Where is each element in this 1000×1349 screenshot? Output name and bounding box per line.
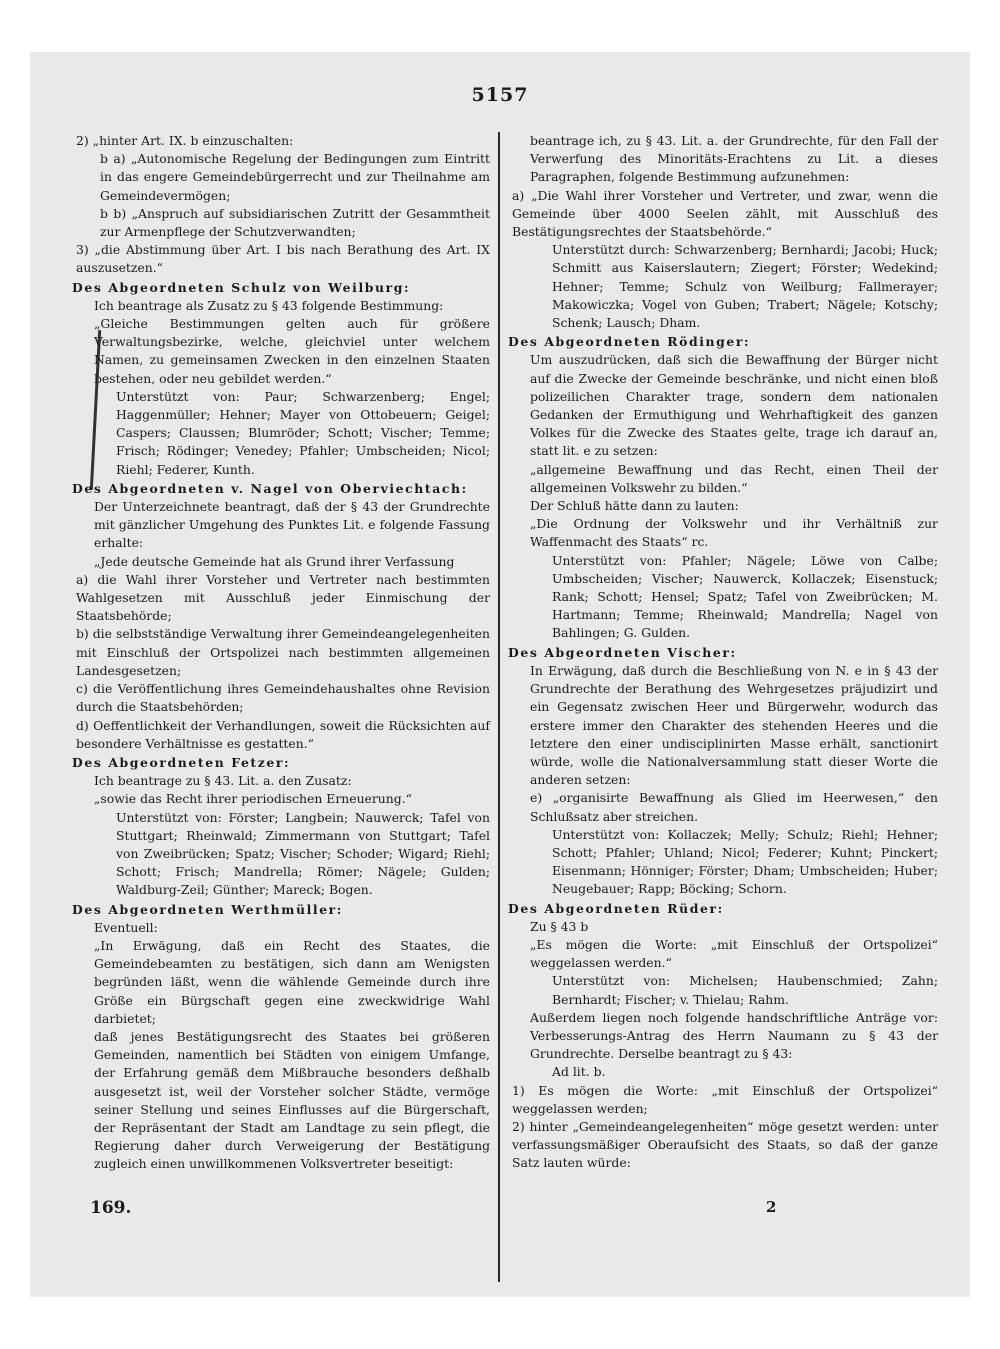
paragraph: In Erwägung, daß durch die Beschließung von N. e in § 43 der Grundrechte der Berathung des Wehrgesetzes präjudizirt und ein Gegensatz zwischen Heer und Bürgerwehr, wodurch das erstere immer den Charakter des stehenden Heeres und die letztere den einer undisciplinirten Masse erhält, sanctionirt würde, wolle die Nationalversammlung statt dieser Worte die anderen setzen:: [530, 662, 938, 788]
sheet-number: 2: [766, 1198, 777, 1216]
paragraph: daß jenes Bestätigungsrecht des Staates bei größeren Gemeinden, namentlich bei Städten von einigem Umfange, der Erfahrung gemäß dem Mißbrauche besonders deßhalb ausgesetzt ist, weil der Vorsteher solcher Städte, vermöge seiner Stellung und seines Einflusses auf die Bürgerschaft, der Repräsentant der Stadt am Landtage zu sein pflegt, die Regierung daher durch Verweigerung der Bestätigung zugleich einen unwillkommenen Volksvertreter beseitigt:: [94, 1028, 490, 1172]
section-heading: Des Abgeordneten Vischer:: [508, 644, 737, 660]
paragraph: Eventuell:: [94, 919, 158, 935]
paragraph: Ich beantrage zu § 43. Lit. a. den Zusatz:: [94, 773, 352, 789]
paragraph: c) die Veröffentlichung ihres Gemeindehaushaltes ohne Revision durch die Staatsbehörden;: [76, 681, 490, 715]
signature-mark: 169.: [90, 1198, 132, 1218]
section-heading: Des Abgeordneten Fetzer:: [72, 754, 291, 770]
right-column: [508, 132, 938, 1173]
paragraph: „Jede deutsche Gemeinde hat als Grund ihrer Verfassung: [94, 553, 455, 569]
paragraph: Unterstützt von: Paur; Schwarzenberg; Engel; Haggenmüller; Hehner; Mayer von Ottobeuern; Geigel; Caspers; Claussen; Blumröder; Schott; Vischer; Temme; Frisch; Rödinger; Venedey; Pfahler; Umbscheiden; Nicol; Riehl; Federer, Kunth.: [116, 388, 490, 477]
paragraph: beantrage ich, zu § 43. Lit. a. der Grundrechte, für den Fall der Verwerfung des Minoritäts-Erachtens zu Lit. a dieses Paragraphen, folgende Bestimmung aufzunehmen:: [530, 133, 938, 185]
paragraph: 1) Es mögen die Worte: „mit Einschluß der Ortspolizei“ weggelassen werden;: [512, 1082, 938, 1116]
paragraph: „allgemeine Bewaffnung und das Recht, einen Theil der allgemeinen Volkswehr zu bilden.“: [530, 461, 938, 495]
paragraph: a) „Die Wahl ihrer Vorsteher und Vertreter, und zwar, wenn die Gemeinde über 4000 Seelen zählt, mit Ausschluß des Bestätigungsrechtes der Staatsbehörde.“: [512, 187, 938, 240]
paragraph: b a) „Autonomische Regelung der Bedingungen zum Eintritt in das engere Gemeindebürgerrecht und zur Theilnahme am Gemeindevermögen;: [100, 151, 490, 203]
section-heading: Des Abgeordneten v. Nagel von Oberviechtach:: [72, 480, 468, 496]
paragraph: „Die Ordnung der Volkswehr und ihr Verhältniß zur Waffenmacht des Staats“ rc.: [530, 516, 938, 550]
paragraph: Außerdem liegen noch folgende handschriftliche Anträge vor: Verbesserungs-Antrag des Herrn Naumann zu § 43 der Grundrechte. Derselbe beantragt zu § 43:: [530, 1009, 938, 1062]
section-heading: Des Abgeordneten Werthmüller:: [72, 901, 343, 917]
paragraph: „Gleiche Bestimmungen gelten auch für größere Verwaltungsbezirke, welche, gleichviel unter welchem Namen, zu gemeinsamen Zwecken in den einzelnen Staaten bestehen, oder neu gebildet werden.“: [94, 316, 490, 386]
paragraph: b) die selbstständige Verwaltung ihrer Gemeindeangelegenheiten mit Einschluß der Ortspolizei nach bestimmten allgemeinen Landesgesetzen;: [76, 626, 490, 678]
column-divider: [498, 132, 500, 1282]
paragraph: Der Schluß hätte dann zu lauten:: [530, 498, 739, 514]
document-page: [30, 52, 970, 1297]
paragraph: Unterstützt von: Kollaczek; Melly; Schulz; Riehl; Hehner; Schott; Pfahler; Uhland; Nicol; Federer; Kuhnt; Pinckert; Eisenmann; Hönniger; Förster; Dham; Umbscheiden; Huber; Neugebauer; Rapp; Böcking; Schorn.: [552, 826, 938, 897]
left-column: [72, 132, 490, 1174]
paragraph: 2) hinter „Gemeindeangelegenheiten“ möge gesetzt werden: unter verfassungsmäßiger Oberaufsicht des Staats, so daß der ganze Satz lauten würde:: [512, 1118, 938, 1171]
paragraph: Unterstützt von: Pfahler; Nägele; Löwe von Calbe; Umbscheiden; Vischer; Nauwerck, Kollaczek; Eisenstuck; Rank; Schott; Hensel; Spatz; Tafel von Zweibrücken; M. Hartmann; Temme; Rheinwald; Mandrella; Nagel von Bahlingen; G. Gulden.: [552, 552, 938, 641]
section-heading: Des Abgeordneten Rödinger:: [508, 334, 751, 350]
paragraph: b b) „Anspruch auf subsidiarischen Zutritt der Gesammtheit zur Armenpflege der Schutzverwandten;: [100, 205, 490, 240]
paragraph: d) Oeffentlichkeit der Verhandlungen, soweit die Rücksichten auf besondere Verhältnisse es gestatten.“: [76, 717, 490, 751]
paragraph: „sowie das Recht ihrer periodischen Erneuerung.“: [94, 791, 412, 807]
paragraph: „In Erwägung, daß ein Recht des Staates, die Gemeindebeamten zu bestätigen, sich dann am Wenigsten begründen läßt, wenn die wählende Gemeinde durch ihre Größe ein Bürgschaft gegen eine zweckwidrige Wahl darbietet;: [94, 937, 490, 1026]
paragraph: a) die Wahl ihrer Vorsteher und Vertreter nach bestimmten Wahlgesetzen mit Ausschluß jeder Einmischung der Staatsbehörde;: [76, 571, 490, 624]
paragraph: Zu § 43 b: [530, 918, 589, 934]
paragraph: Unterstützt von: Förster; Langbein; Nauwerck; Tafel von Stuttgart; Rheinwald; Zimmermann von Stuttgart; Tafel von Zweibrücken; Spatz; Vischer; Schoder; Wigard; Riehl; Schott; Frisch; Mandrella; Römer; Nägele; Gulden; Waldburg-Zeil; Günther; Mareck; Bogen.: [116, 809, 490, 898]
paragraph: Der Unterzeichnete beantragt, daß der § 43 der Grundrechte mit gänzlicher Umgehung des Punktes Lit. e folgende Fassung erhalte:: [94, 499, 490, 551]
section-heading: Des Abgeordneten Rüder:: [508, 900, 724, 916]
paragraph: 2) „hinter Art. IX. b einzuschalten:: [76, 133, 294, 148]
paragraph: 3) „die Abstimmung über Art. I bis nach Berathung des Art. IX auszusetzen.“: [76, 242, 490, 276]
paragraph: „Es mögen die Worte: „mit Einschluß der Ortspolizei“ weggelassen werden.“: [530, 936, 938, 971]
page-number: 5157: [471, 84, 529, 106]
paragraph: Um auszudrücken, daß sich die Bewaffnung der Bürger nicht auf die Zwecke der Gemeinde beschränke, und nicht einen bloß polizeilichen Charakter trage, sondern dem nationalen Gedanken der Ermuthigung und Wehrhaftigkeit des ganzen Volkes für die Zwecke des Staates gelte, trage ich darauf an, statt lit. e zu setzen:: [530, 352, 938, 459]
paragraph: Unterstützt durch: Schwarzenberg; Bernhardi; Jacobi; Huck; Schmitt aus Kaiserslautern; Ziegert; Förster; Wedekind; Hehner; Temme; Schulz von Weilburg; Fallmerayer; Makowiczka; Vogel von Guben; Trabert; Nägele; Kotschy; Schenk; Lausch; Dham.: [552, 242, 938, 331]
paragraph: e) „organisirte Bewaffnung als Glied im Heerwesen,“ den Schlußsatz aber streichen.: [530, 790, 938, 824]
paragraph: Unterstützt von: Michelsen; Haubenschmied; Zahn; Bernhardt; Fischer; v. Thielau; Rahm.: [552, 973, 938, 1007]
paragraph: Ich beantrage als Zusatz zu § 43 folgende Bestimmung:: [94, 297, 444, 313]
section-heading: Des Abgeordneten Schulz von Weilburg:: [72, 279, 411, 295]
paragraph: Ad lit. b.: [552, 1064, 606, 1080]
